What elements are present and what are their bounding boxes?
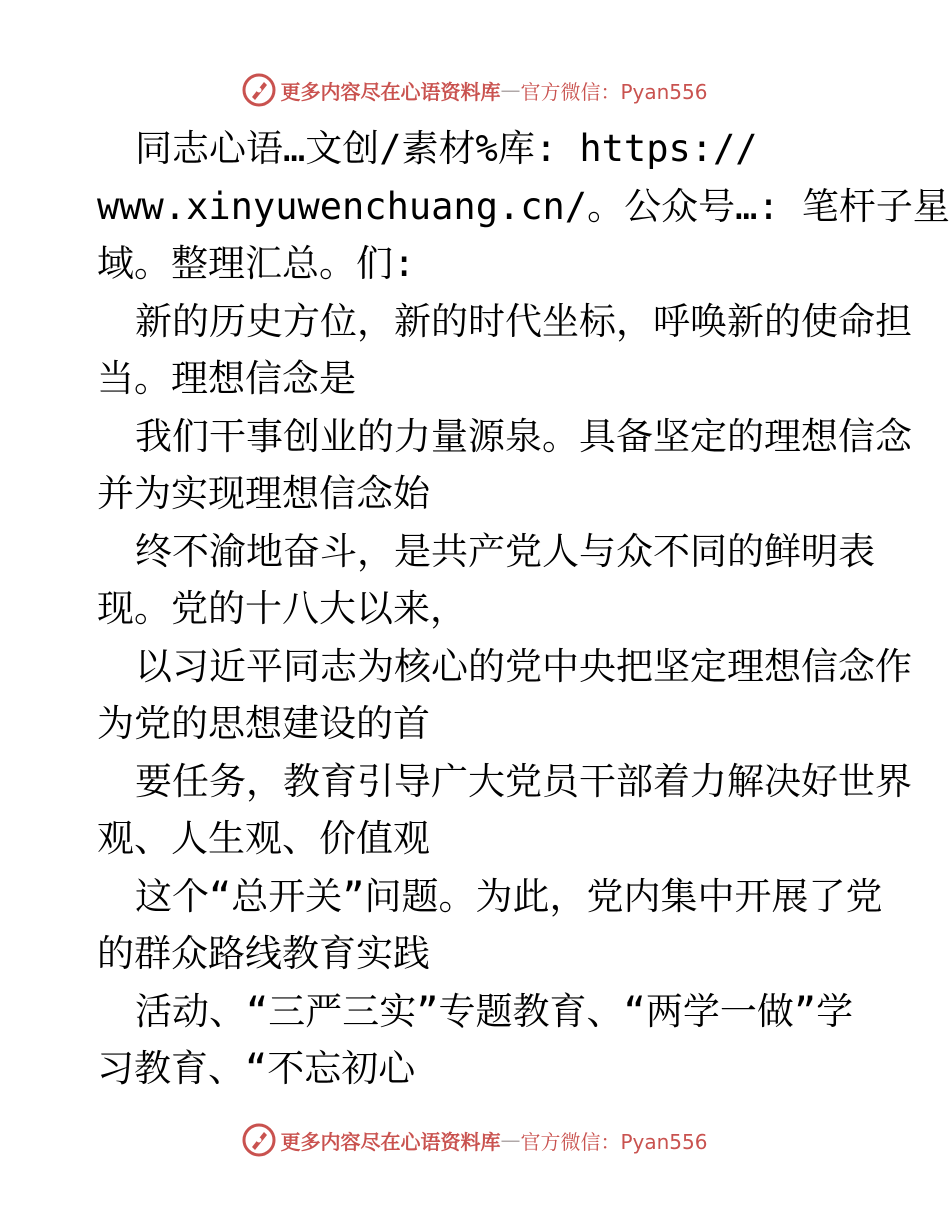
text-line: 这个“总开关”问题。为此，党内集中开展了党	[135, 874, 883, 918]
text-line: 为党的思想建设的首	[97, 702, 430, 745]
watermark-wechat-text: 官方微信：Pyan556	[520, 79, 708, 104]
text-line: 我们干事创业的力量源泉。具备坚定的理想信念	[135, 414, 912, 458]
watermark-wechat-text: 官方微信：Pyan556	[520, 1129, 708, 1154]
header-watermark	[0, 70, 950, 110]
text-line: 当。理想信念是	[97, 357, 356, 400]
text-line: 活动、“三严三实”专题教育、“两学一做”学	[135, 989, 854, 1033]
text-line: www.xinyuwenchuang.cn/。公众号…: 笔杆子星	[97, 184, 950, 228]
watermark-dash: —	[500, 78, 521, 102]
text-line: 习教育、“不忘初心	[97, 1047, 416, 1090]
text-line: 现。党的十八大以来，	[97, 587, 467, 630]
text-line: 并为实现理想信念始	[97, 472, 430, 515]
text-line: 要任务，教育引导广大党员干部着力解决好世界	[135, 759, 912, 803]
text-line: 新的历史方位，新的时代坐标，呼唤新的使命担	[135, 299, 912, 343]
watermark-main-text: 更多内容尽在心语资料库	[280, 79, 501, 104]
pen-nib-circle-icon	[242, 73, 276, 107]
text-line: 以习近平同志为核心的党中央把坚定理想信念作	[135, 644, 912, 688]
text-line: 的群众路线教育实践	[97, 932, 430, 975]
text-line: 观、人生观、价值观	[97, 817, 430, 860]
watermark-main-text: 更多内容尽在心语资料库	[280, 1129, 501, 1154]
text-line: 同志心语…文创/素材%库: https://	[135, 127, 758, 170]
pen-nib-circle-icon	[242, 1123, 276, 1157]
text-line: 域。整理汇总。们:	[97, 242, 416, 285]
document-body	[97, 120, 950, 1098]
footer-watermark	[0, 1120, 950, 1160]
text-line: 终不渝地奋斗，是共产党人与众不同的鲜明表	[135, 529, 875, 573]
watermark-dash: —	[500, 1128, 521, 1152]
